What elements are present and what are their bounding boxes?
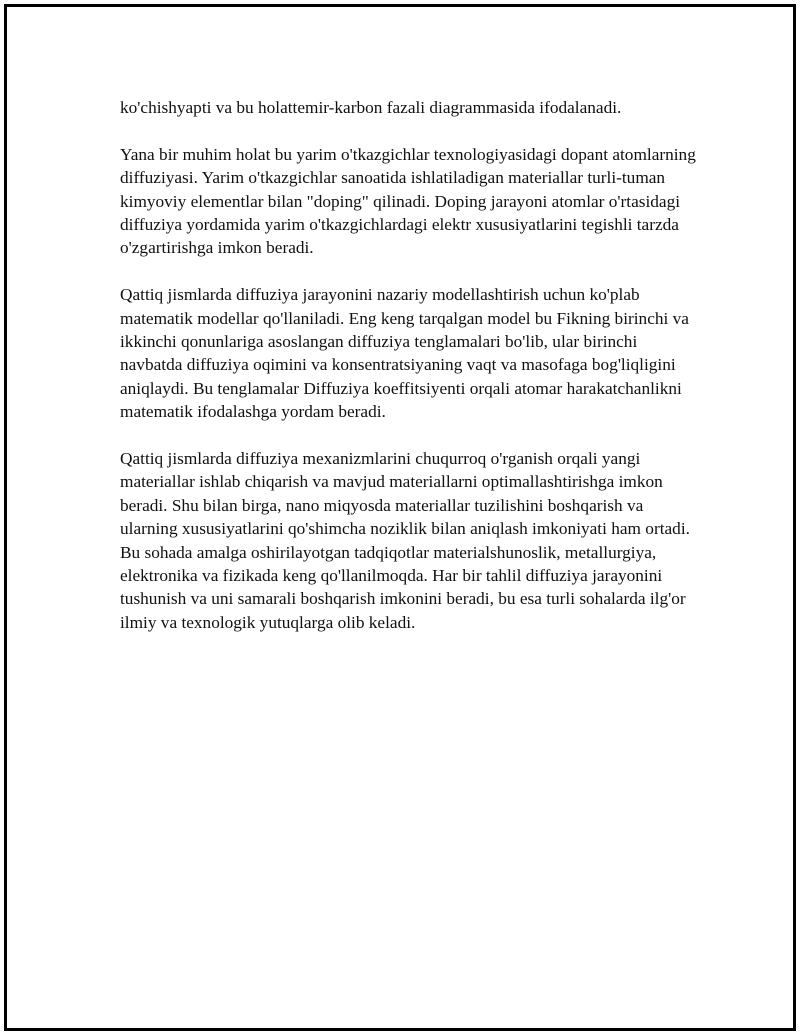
paragraph-2: Yana bir muhim holat bu yarim o'tkazgichlar texnologiyasidagi dopant atomlarning diffuziyasi. Yarim o'tkazgichlar sanoatida ishlatiladigan materiallar turli-tuman kimyoviy elementlar bilan "doping" qilinadi. Doping jarayoni atomlar o'rtasidagi diffuziya yordamida yarim o'tkazgichlardagi elektr xususiyatlarini tegishli tarzda o'zgartirishga imkon beradi. — [120, 144, 696, 258]
document-body — [120, 96, 700, 658]
paragraph-1: ko'chishyapti va bu holattemir-karbon fazali diagrammasida ifodalanadi. — [120, 98, 622, 117]
paragraph-4: Qattiq jismlarda diffuziya mexanizmlarini chuqurroq o'rganish orqali yangi materiallar ishlab chiqarish va mavjud materiallarni optimallashtirishga imkon beradi. Shu bilan birga, nano miqyosda materiallar tuzilishini boshqarish va ularning xususiyatlarini qo'shimcha noziklik bilan aniqlash imkoniyati ham ortadi. Bu sohada amalga oshirilayotgan tadqiqotlar materialshunoslik, metallurgiya, elektronika va fizikada keng qo'llanilmoqda. Har bir tahlil diffuziya jarayonini tushunish va uni samarali boshqarish imkonini beradi, bu esa turli sohalarda ilg'or ilmiy va texnologik yutuqlarga olib keladi. — [120, 449, 690, 632]
paragraph-3: Qattiq jismlarda diffuziya jarayonini nazariy modellashtirish uchun ko'plab matematik modellar qo'llaniladi. Eng keng tarqalgan model bu Fikning birinchi va ikkinchi qonunlariga asoslangan diffuziya tenglamalari bo'lib, ular birinchi navbatda diffuziya oqimini va konsentratsiyaning vaqt va masofaga bog'liqligini aniqlaydi. Bu tenglamalar Diffuziya koeffitsiyenti orqali atomar harakatchanlikni matematik ifodalashga yordam beradi. — [120, 285, 689, 422]
document-page — [4, 4, 796, 1031]
